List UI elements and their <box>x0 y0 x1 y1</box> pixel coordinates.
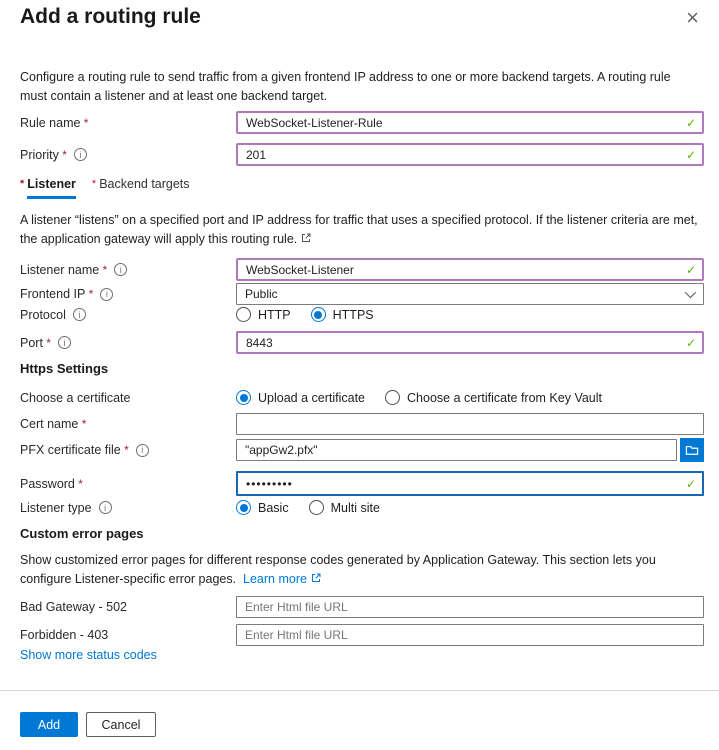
tab-listener[interactable]: * Listener <box>20 177 76 199</box>
priority-label: Priority * i <box>20 148 236 162</box>
protocol-http-radio[interactable]: HTTP <box>236 307 291 322</box>
upload-certificate-radio[interactable]: Upload a certificate <box>236 390 365 405</box>
radio-icon <box>236 307 251 322</box>
protocol-https-radio[interactable]: HTTPS <box>311 307 374 322</box>
cert-name-label: Cert name * <box>20 417 236 431</box>
radio-selected-icon <box>236 500 251 515</box>
custom-error-pages-heading: Custom error pages <box>20 526 144 541</box>
bad-gateway-label: Bad Gateway - 502 <box>20 600 128 614</box>
dialog-description: Configure a routing rule to send traffic from a given frontend IP address to one or more backend targets. A routing rule must contain a listener and at least one backend target. <box>20 70 671 103</box>
rule-name-row <box>20 111 704 134</box>
learn-more-link[interactable]: Learn more <box>243 571 307 586</box>
frontend-ip-dropdown[interactable] <box>236 283 704 305</box>
browse-folder-button[interactable] <box>680 438 704 462</box>
password-label: Password * <box>20 477 236 491</box>
listener-type-basic-radio[interactable]: Basic <box>236 500 289 515</box>
forbidden-row <box>20 624 704 646</box>
radio-selected-icon <box>311 307 326 322</box>
info-icon[interactable] <box>74 148 87 161</box>
radio-icon <box>385 390 400 405</box>
close-icon[interactable]: × <box>680 6 705 30</box>
bad-gateway-url-input[interactable] <box>236 596 704 618</box>
frontend-ip-value: Public <box>245 287 278 301</box>
add-button[interactable]: Add <box>20 712 78 737</box>
radio-selected-icon <box>236 390 251 405</box>
cert-name-input[interactable] <box>236 413 704 435</box>
listener-name-row <box>20 258 704 281</box>
listener-name-label: Listener name * i <box>20 263 236 277</box>
pfx-file-row <box>20 438 704 462</box>
listener-type-multisite-radio[interactable]: Multi site <box>309 500 380 515</box>
show-more-status-codes-link[interactable]: Show more status codes <box>20 648 157 662</box>
port-row <box>20 331 704 354</box>
info-icon[interactable] <box>100 288 113 301</box>
choose-certificate-label: Choose a certificate <box>20 390 131 405</box>
custom-error-description: Show customized error pages for different response codes generated by Application Gateway. This section lets you configure Listener-specific error pages. Learn more <box>20 551 701 589</box>
cancel-button[interactable]: Cancel <box>86 712 156 737</box>
protocol-label: Protocol i <box>20 308 236 322</box>
tab-bar <box>20 177 190 199</box>
radio-icon <box>309 500 324 515</box>
protocol-row <box>20 307 704 322</box>
port-label: Port * i <box>20 336 236 350</box>
password-input[interactable] <box>236 471 704 496</box>
external-link-icon[interactable] <box>301 230 311 249</box>
choose-certificate-row <box>20 390 704 405</box>
bad-gateway-row <box>20 596 704 618</box>
listener-description: A listener “listens” on a specified port and IP address for traffic that uses a specified protocol. If the listener criteria are met, the application gateway will apply this routing rule. <box>20 211 701 249</box>
listener-type-row <box>20 500 704 515</box>
password-row <box>20 471 704 496</box>
pfx-file-input[interactable] <box>236 439 677 461</box>
keyvault-certificate-radio[interactable]: Choose a certificate from Key Vault <box>385 390 602 405</box>
pfx-file-label: PFX certificate file * i <box>20 443 236 457</box>
priority-row <box>20 143 704 166</box>
priority-input[interactable] <box>236 143 704 166</box>
page-title: Add a routing rule <box>20 5 201 28</box>
info-icon[interactable] <box>58 336 71 349</box>
footer-divider <box>0 690 719 691</box>
chevron-down-icon <box>685 287 696 298</box>
port-input[interactable] <box>236 331 704 354</box>
info-icon[interactable] <box>136 444 149 457</box>
tab-backend-targets[interactable]: * Backend targets <box>92 177 190 199</box>
listener-name-input[interactable] <box>236 258 704 281</box>
rule-name-label: Rule name * <box>20 116 236 130</box>
info-icon[interactable] <box>114 263 127 276</box>
info-icon[interactable] <box>99 501 112 514</box>
listener-type-label: Listener type i <box>20 501 236 515</box>
folder-icon <box>685 444 699 456</box>
rule-name-input[interactable] <box>236 111 704 134</box>
forbidden-label: Forbidden - 403 <box>20 628 109 642</box>
info-icon[interactable] <box>73 308 86 321</box>
frontend-ip-label: Frontend IP * i <box>20 287 236 301</box>
https-settings-heading: Https Settings <box>20 361 109 376</box>
forbidden-url-input[interactable] <box>236 624 704 646</box>
frontend-ip-row <box>20 283 704 305</box>
cert-name-row <box>20 413 704 435</box>
external-link-icon <box>311 570 321 589</box>
